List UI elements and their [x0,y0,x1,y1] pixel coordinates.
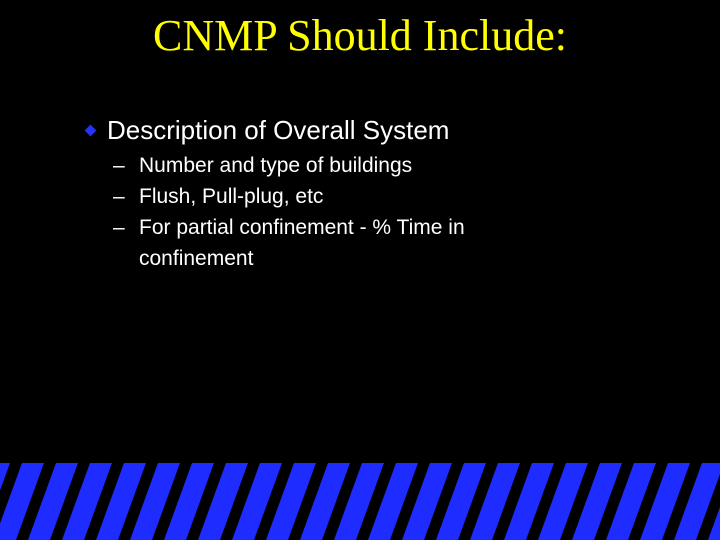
slide-title: CNMP Should Include: [153,11,567,60]
decorative-stripe-band [0,463,720,540]
main-bullet-text: Description of Overall System [107,115,450,145]
diamond-bullet-icon [84,124,97,137]
sub-bullet-list [113,150,573,274]
sub-bullet-item [113,181,573,212]
dash-marker: – [113,216,125,239]
sub-bullet-text: For partial confinement - % Time in confinement [139,216,465,270]
sub-bullet-text: Flush, Pull-plug, etc [139,185,324,208]
main-bullet [84,112,449,148]
dash-marker: – [113,185,125,208]
sub-bullet-item [113,212,573,274]
dash-marker: – [113,154,125,177]
sub-bullet-item [113,150,573,181]
sub-bullet-text: Number and type of buildings [139,154,413,177]
